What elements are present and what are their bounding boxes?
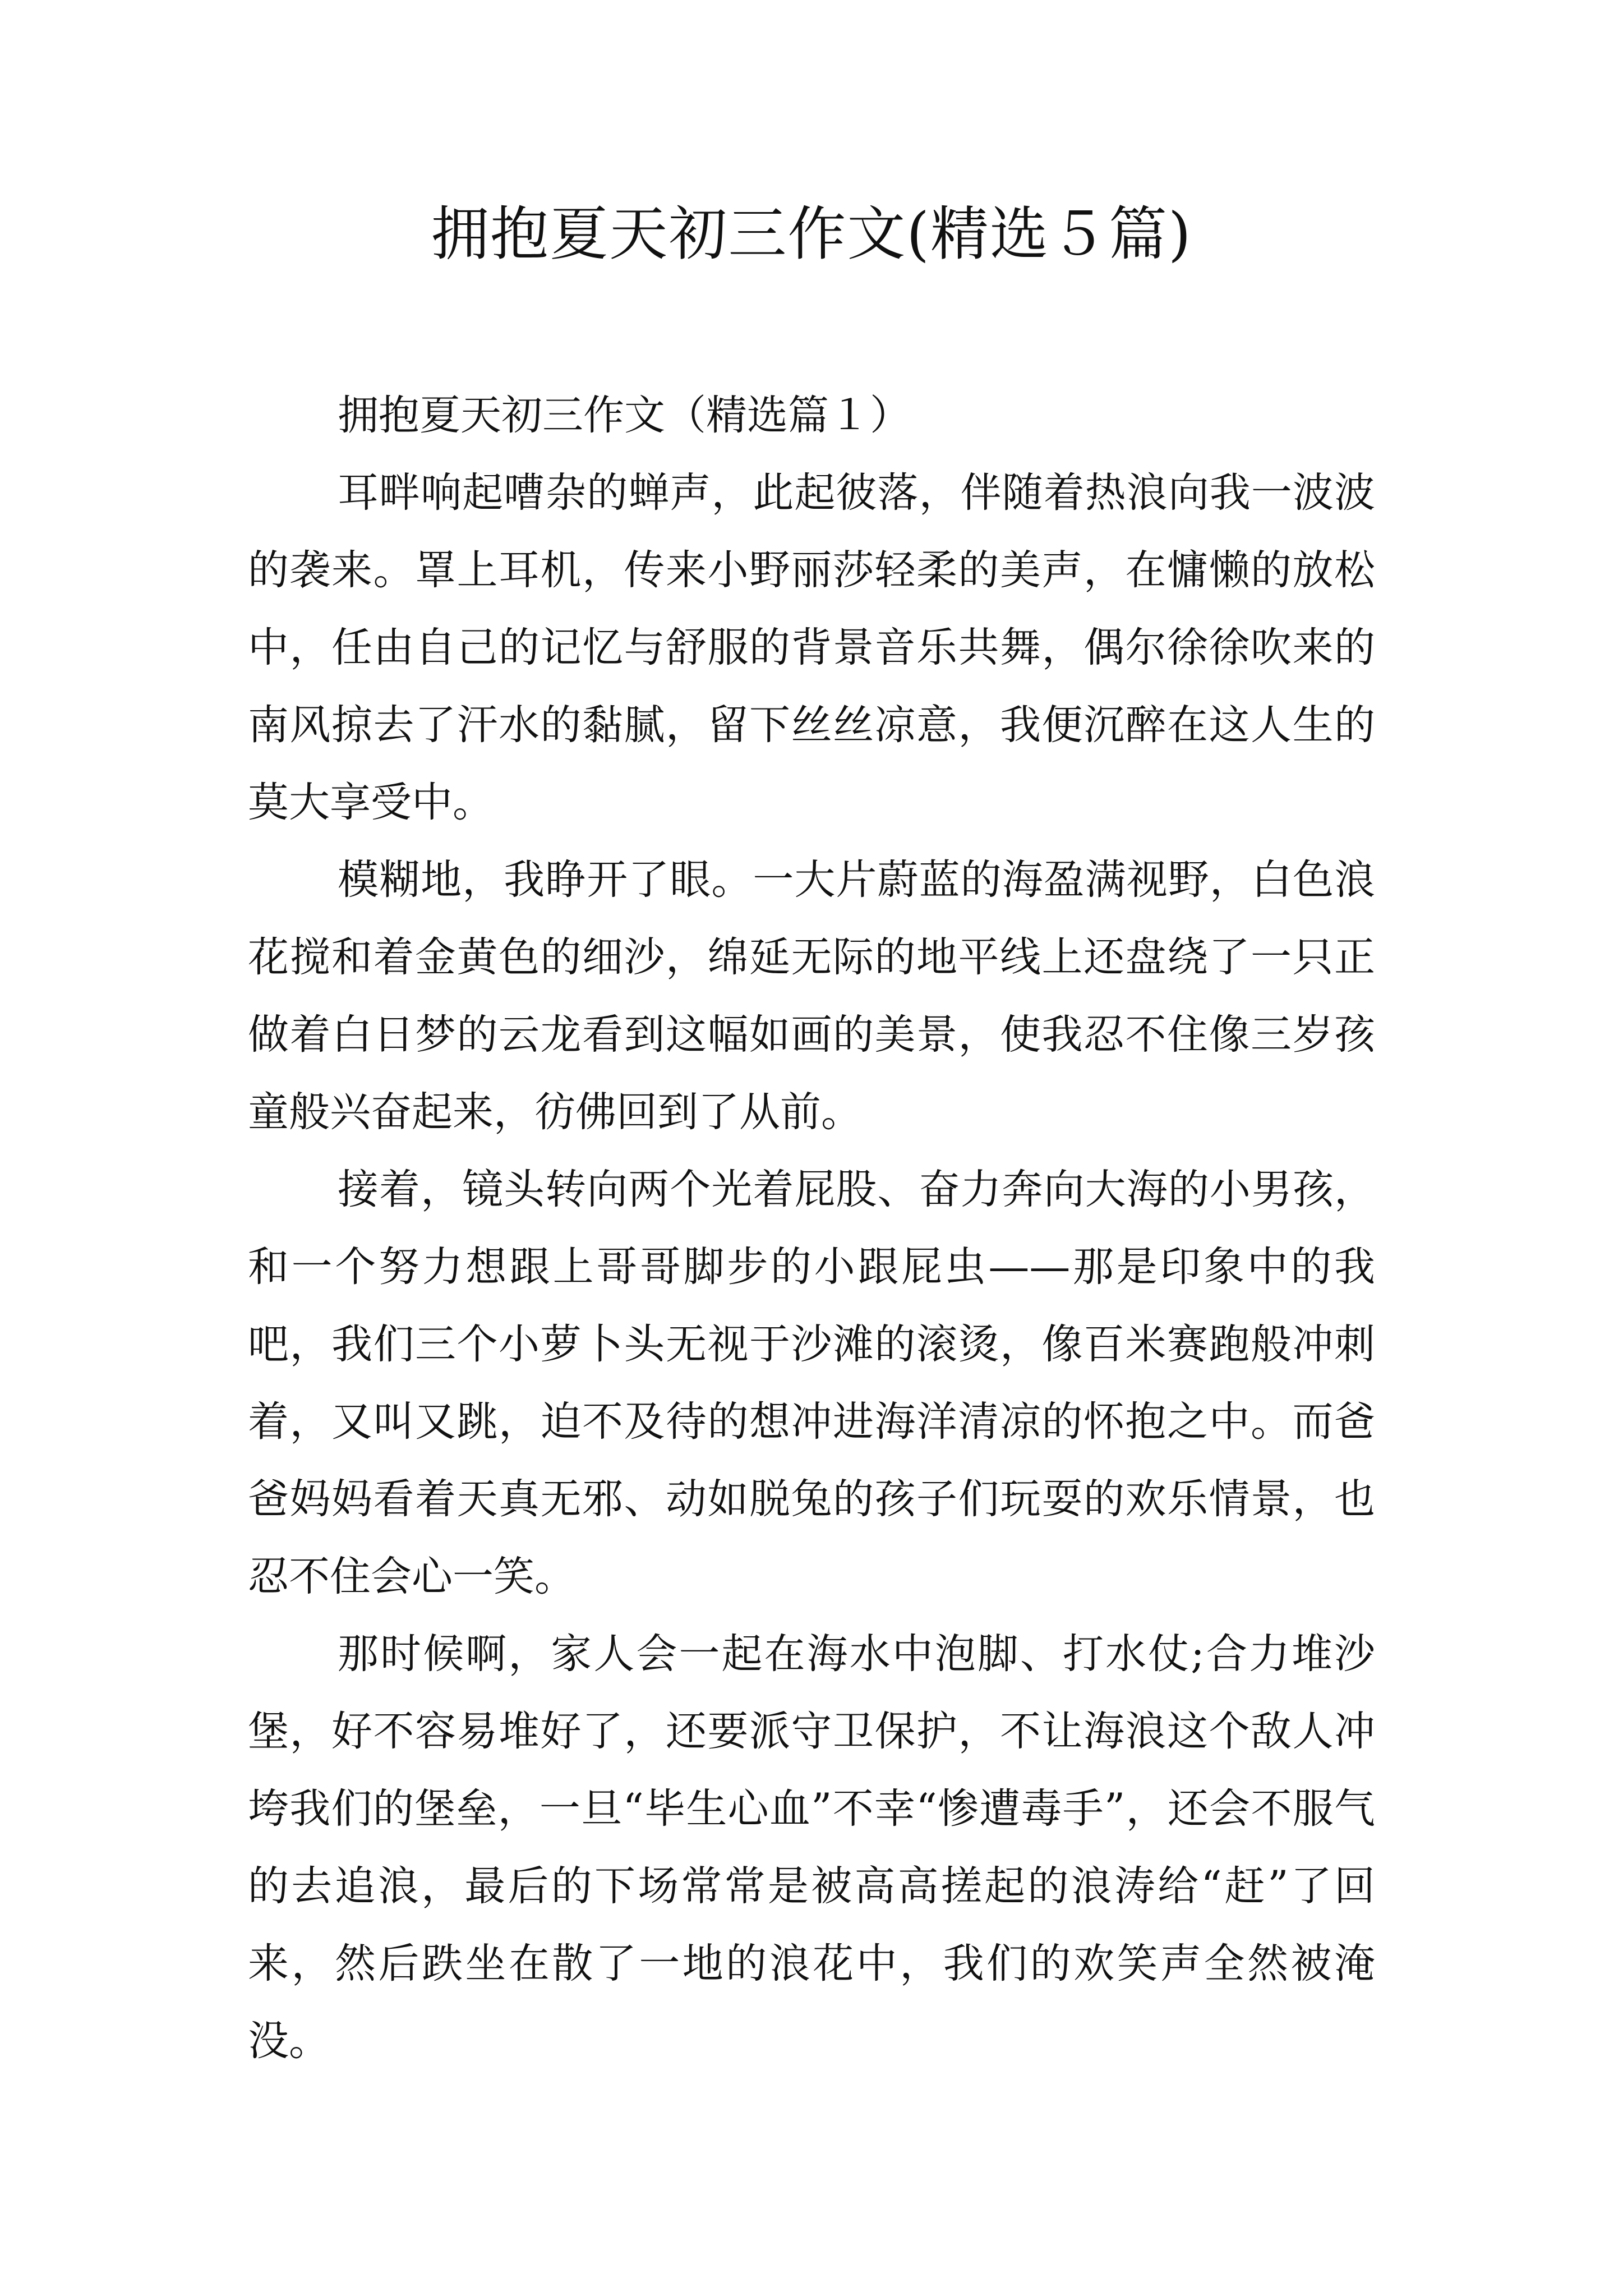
paragraph: 接着，镜头转向两个光着屁股、奋力奔向大海的小男孩，和一个努力想跟上哥哥脚步的小跟屁虫——那是印象中的我吧，我们三个小萝卜头无视于沙滩的滚烫，像百米赛跑般冲刺着，又叫又跳，迫不及待的想冲进海洋清凉的怀抱之中。而爸爸妈妈看着天真无邪、动如脱兔的孩子们玩耍的欢乐情景，也忍不住会心一笑。 — [248, 1166, 1375, 1600]
section-heading: 拥抱夏天初三作文（精选篇１） — [338, 392, 911, 439]
document-body — [248, 377, 1375, 2080]
paragraph: 那时候啊，家人会一起在海水中泡脚、打水仗;合力堆沙堡，好不容易堆好了，还要派守卫保护，不让海浪这个敌人冲垮我们的堡垒，一旦“毕生心血”不幸“惨遭毒手”，还会不服气的去追浪，最后的下场常常是被高高搓起的浪涛给“赶”了回来，然后跌坐在散了一地的浪花中，我们的欢笑声全然被淹没。 — [248, 1630, 1375, 2065]
paragraph: 耳畔响起嘈杂的蝉声，此起彼落，伴随着热浪向我一波波的袭来。罩上耳机，传来小野丽莎轻柔的美声，在慵懒的放松中，任由自己的记忆与舒服的背景音乐共舞，偶尔徐徐吹来的南风掠去了汗水的黏腻，留下丝丝凉意，我便沉醉在这人生的莫大享受中。 — [248, 469, 1375, 826]
paragraph: 模糊地，我睁开了眼。一大片蔚蓝的海盈满视野，白色浪花搅和着金黄色的细沙，绵延无际的地平线上还盘绕了一只正做着白日梦的云龙看到这幅如画的美景，使我忍不住像三岁孩童般兴奋起来，彷佛回到了从前。 — [248, 856, 1375, 1136]
document-title: 拥抱夏天初三作文(精选５篇) — [431, 200, 1192, 268]
